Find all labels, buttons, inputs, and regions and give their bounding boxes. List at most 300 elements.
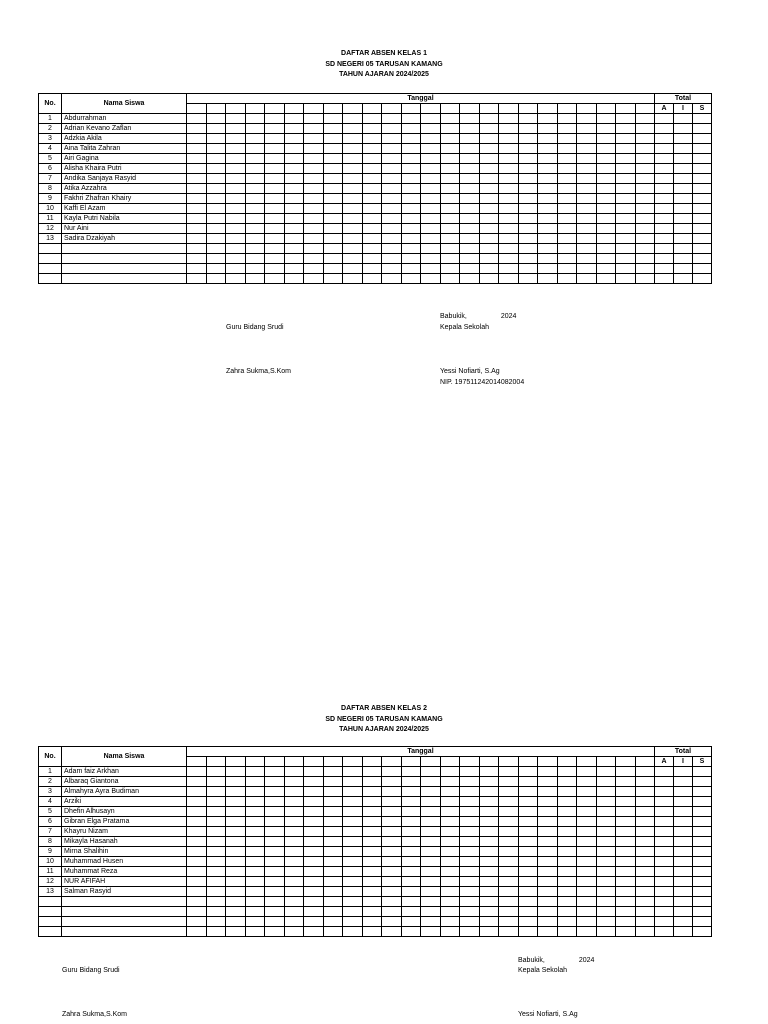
attendance-cell xyxy=(265,787,285,797)
attendance-cell xyxy=(284,877,304,887)
attendance-cell xyxy=(499,154,519,164)
attendance-cell xyxy=(577,887,597,897)
attendance-cell xyxy=(304,184,324,194)
attendance-cell xyxy=(284,887,304,897)
date-cell xyxy=(206,104,226,114)
attendance-cell xyxy=(304,877,324,887)
attendance-cell xyxy=(577,797,597,807)
attendance-cell xyxy=(421,164,441,174)
attendance-cell xyxy=(440,164,460,174)
attendance-cell xyxy=(323,897,343,907)
date-cell xyxy=(323,757,343,767)
attendance-cell xyxy=(226,907,246,917)
attendance-cell xyxy=(265,857,285,867)
attendance-cell xyxy=(421,114,441,124)
attendance-cell xyxy=(460,194,480,204)
attendance-cell xyxy=(206,214,226,224)
attendance-cell xyxy=(460,184,480,194)
attendance-cell xyxy=(362,927,382,937)
attendance-cell xyxy=(635,254,655,264)
attendance-cell xyxy=(577,897,597,907)
sheet-title: DAFTAR ABSEN KELAS 2 xyxy=(341,705,427,712)
attendance-cell xyxy=(401,917,421,927)
attendance-cell xyxy=(518,817,538,827)
attendance-cell xyxy=(635,274,655,284)
attendance-cell xyxy=(304,204,324,214)
attendance-cell xyxy=(226,787,246,797)
attendance-cell xyxy=(616,154,636,164)
attendance-cell xyxy=(499,174,519,184)
attendance-cell xyxy=(635,184,655,194)
student-name: NUR AFIFAH xyxy=(62,877,187,887)
attendance-cell xyxy=(343,164,363,174)
attendance-cell xyxy=(635,777,655,787)
attendance-cell xyxy=(674,907,693,917)
attendance-cell xyxy=(674,244,693,254)
attendance-cell xyxy=(284,817,304,827)
student-no: 9 xyxy=(39,194,62,204)
attendance-cell xyxy=(440,897,460,907)
date-cell xyxy=(596,104,616,114)
attendance-cell xyxy=(557,767,577,777)
attendance-cell xyxy=(362,184,382,194)
attendance-cell xyxy=(557,807,577,817)
attendance-cell xyxy=(39,907,62,917)
attendance-cell xyxy=(460,124,480,134)
attendance-cell xyxy=(382,224,402,234)
attendance-cell xyxy=(343,154,363,164)
attendance-cell xyxy=(265,184,285,194)
table-row xyxy=(39,184,712,194)
attendance-cell xyxy=(538,114,558,124)
attendance-cell xyxy=(265,194,285,204)
attendance-cell xyxy=(245,214,265,224)
date-cell xyxy=(518,104,538,114)
attendance-cell xyxy=(245,274,265,284)
attendance-cell xyxy=(421,927,441,937)
attendance-cell xyxy=(343,777,363,787)
attendance-cell xyxy=(304,827,324,837)
attendance-cell xyxy=(674,164,693,174)
attendance-cell xyxy=(616,144,636,154)
attendance-cell xyxy=(460,827,480,837)
attendance-cell xyxy=(343,877,363,887)
attendance-cell xyxy=(596,827,616,837)
attendance-cell xyxy=(479,274,499,284)
attendance-cell xyxy=(304,274,324,284)
attendance-cell xyxy=(577,134,597,144)
attendance-cell xyxy=(362,204,382,214)
attendance-cell xyxy=(206,777,226,787)
attendance-cell xyxy=(265,114,285,124)
student-no: 12 xyxy=(39,877,62,887)
teacher-name: Zahra Sukma,S.Kom xyxy=(226,368,291,375)
attendance-cell xyxy=(265,254,285,264)
attendance-cell xyxy=(401,264,421,274)
attendance-cell xyxy=(499,144,519,154)
attendance-cell xyxy=(343,857,363,867)
attendance-cell xyxy=(382,797,402,807)
date-cell xyxy=(616,104,636,114)
attendance-cell xyxy=(206,857,226,867)
attendance-cell xyxy=(265,124,285,134)
attendance-cell xyxy=(401,244,421,254)
attendance-cell xyxy=(635,124,655,134)
teacher-role: Guru Bidang Srudi xyxy=(62,967,120,974)
attendance-cell xyxy=(265,867,285,877)
table-row xyxy=(39,777,712,787)
attendance-cell xyxy=(206,847,226,857)
attendance-cell xyxy=(577,214,597,224)
attendance-cell xyxy=(616,907,636,917)
attendance-cell xyxy=(382,857,402,867)
attendance-cell xyxy=(245,897,265,907)
attendance-cell xyxy=(440,174,460,184)
attendance-cell xyxy=(382,124,402,134)
attendance-cell xyxy=(693,214,712,224)
attendance-cell xyxy=(323,264,343,274)
student-name: Albaraq Giantona xyxy=(62,777,187,787)
attendance-cell xyxy=(226,867,246,877)
attendance-cell xyxy=(635,194,655,204)
place-date xyxy=(518,956,594,966)
attendance-cell xyxy=(616,224,636,234)
student-name: Khayru Nizam xyxy=(62,827,187,837)
header-row xyxy=(39,94,712,104)
attendance-cell xyxy=(479,797,499,807)
attendance-cell xyxy=(655,917,674,927)
date-cell xyxy=(616,757,636,767)
attendance-cell xyxy=(479,264,499,274)
attendance-cell xyxy=(265,887,285,897)
table-row xyxy=(39,214,712,224)
attendance-cell xyxy=(187,134,207,144)
attendance-cell xyxy=(693,144,712,154)
attendance-cell xyxy=(674,817,693,827)
date-cell xyxy=(401,104,421,114)
attendance-cell xyxy=(265,827,285,837)
attendance-cell xyxy=(323,174,343,184)
attendance-cell xyxy=(401,184,421,194)
attendance-cell xyxy=(616,787,636,797)
attendance-cell xyxy=(557,867,577,877)
attendance-cell xyxy=(674,274,693,284)
attendance-cell xyxy=(421,224,441,234)
attendance-cell xyxy=(635,234,655,244)
attendance-cell xyxy=(499,777,519,787)
blank-row xyxy=(39,274,712,284)
attendance-cell xyxy=(557,857,577,867)
table-row xyxy=(39,234,712,244)
attendance-cell xyxy=(421,787,441,797)
attendance-cell xyxy=(343,124,363,134)
attendance-cell xyxy=(206,194,226,204)
student-no: 11 xyxy=(39,214,62,224)
attendance-cell xyxy=(693,224,712,234)
attendance-cell xyxy=(343,194,363,204)
attendance-cell xyxy=(245,927,265,937)
principal-nip: NIP. 197511242014082004 xyxy=(440,379,525,386)
attendance-cell xyxy=(499,797,519,807)
attendance-cell xyxy=(284,254,304,264)
attendance-cell xyxy=(421,817,441,827)
attendance-cell xyxy=(460,787,480,797)
attendance-cell xyxy=(401,807,421,817)
attendance-cell xyxy=(460,134,480,144)
attendance-cell xyxy=(518,204,538,214)
attendance-cell xyxy=(499,907,519,917)
attendance-cell xyxy=(62,264,187,274)
attendance-cell xyxy=(479,907,499,917)
student-no: 6 xyxy=(39,817,62,827)
attendance-cell xyxy=(499,857,519,867)
table-row xyxy=(39,204,712,214)
attendance-cell xyxy=(304,174,324,184)
attendance-cell xyxy=(323,837,343,847)
attendance-cell xyxy=(323,244,343,254)
attendance-cell xyxy=(616,777,636,787)
attendance-cell xyxy=(421,234,441,244)
attendance-cell xyxy=(245,164,265,174)
table-row xyxy=(39,194,712,204)
attendance-cell xyxy=(206,204,226,214)
attendance-cell xyxy=(323,164,343,174)
signature-year: 2024 xyxy=(578,957,595,964)
attendance-cell xyxy=(635,897,655,907)
attendance-cell xyxy=(596,124,616,134)
attendance-cell xyxy=(596,897,616,907)
attendance-cell xyxy=(518,184,538,194)
attendance-cell xyxy=(323,827,343,837)
attendance-cell xyxy=(635,807,655,817)
attendance-cell xyxy=(518,827,538,837)
attendance-cell xyxy=(362,274,382,284)
attendance-cell xyxy=(226,767,246,777)
attendance-cell xyxy=(401,867,421,877)
attendance-cell xyxy=(362,174,382,184)
attendance-cell xyxy=(655,154,674,164)
attendance-cell xyxy=(693,244,712,254)
date-cell xyxy=(460,757,480,767)
attendance-cell xyxy=(323,154,343,164)
attendance-cell xyxy=(343,224,363,234)
attendance-cell xyxy=(440,927,460,937)
attendance-cell xyxy=(655,144,674,154)
attendance-cell xyxy=(304,164,324,174)
attendance-cell xyxy=(693,907,712,917)
attendance-cell xyxy=(304,194,324,204)
attendance-cell xyxy=(538,274,558,284)
attendance-cell xyxy=(655,174,674,184)
date-cell xyxy=(343,757,363,767)
attendance-cell xyxy=(577,264,597,274)
attendance-cell xyxy=(596,907,616,917)
attendance-cell xyxy=(440,827,460,837)
attendance-cell xyxy=(655,124,674,134)
student-no: 7 xyxy=(39,174,62,184)
attendance-cell xyxy=(304,124,324,134)
attendance-cell xyxy=(518,194,538,204)
attendance-cell xyxy=(577,204,597,214)
attendance-cell xyxy=(401,817,421,827)
attendance-cell xyxy=(479,917,499,927)
attendance-cell xyxy=(343,204,363,214)
attendance-cell xyxy=(655,827,674,837)
attendance-cell xyxy=(635,827,655,837)
attendance-cell xyxy=(596,204,616,214)
student-name: Adrian Kevano Zaflan xyxy=(62,124,187,134)
attendance-cell xyxy=(284,194,304,204)
attendance-cell xyxy=(187,224,207,234)
attendance-cell xyxy=(62,927,187,937)
header-name: Nama Siswa xyxy=(62,747,187,767)
attendance-cell xyxy=(635,264,655,274)
attendance-cell xyxy=(440,234,460,244)
attendance-cell xyxy=(401,927,421,937)
attendance-cell xyxy=(206,867,226,877)
attendance-cell xyxy=(538,837,558,847)
attendance-cell xyxy=(693,194,712,204)
attendance-cell xyxy=(577,877,597,887)
attendance-cell xyxy=(655,867,674,877)
attendance-cell xyxy=(284,827,304,837)
attendance-cell xyxy=(206,244,226,254)
date-cell xyxy=(635,757,655,767)
student-name: Alisha Khaira Putri xyxy=(62,164,187,174)
attendance-cell xyxy=(479,134,499,144)
attendance-cell xyxy=(655,164,674,174)
attendance-cell xyxy=(62,897,187,907)
attendance-cell xyxy=(401,797,421,807)
attendance-cell xyxy=(440,114,460,124)
attendance-cell xyxy=(460,767,480,777)
attendance-cell xyxy=(616,264,636,274)
attendance-cell xyxy=(382,767,402,777)
attendance-cell xyxy=(206,154,226,164)
attendance-cell xyxy=(635,917,655,927)
date-cell xyxy=(362,104,382,114)
attendance-cell xyxy=(284,787,304,797)
attendance-cell xyxy=(596,134,616,144)
attendance-cell xyxy=(304,254,324,264)
school-year: TAHUN AJARAN 2024/2025 xyxy=(339,726,429,733)
date-cell xyxy=(635,104,655,114)
attendance-cell xyxy=(518,807,538,817)
student-no: 13 xyxy=(39,234,62,244)
attendance-cell xyxy=(226,777,246,787)
attendance-cell xyxy=(304,244,324,254)
student-no: 1 xyxy=(39,114,62,124)
attendance-cell xyxy=(362,164,382,174)
attendance-cell xyxy=(265,264,285,274)
attendance-cell xyxy=(187,164,207,174)
attendance-cell xyxy=(343,917,363,927)
attendance-cell xyxy=(284,234,304,244)
attendance-cell xyxy=(538,144,558,154)
attendance-cell xyxy=(323,857,343,867)
attendance-cell xyxy=(206,174,226,184)
attendance-cell xyxy=(226,807,246,817)
attendance-cell xyxy=(323,917,343,927)
attendance-cell xyxy=(693,847,712,857)
attendance-cell xyxy=(62,917,187,927)
attendance-cell xyxy=(655,797,674,807)
attendance-cell xyxy=(479,164,499,174)
attendance-cell xyxy=(401,124,421,134)
student-no: 13 xyxy=(39,887,62,897)
attendance-cell xyxy=(206,184,226,194)
attendance-cell xyxy=(226,174,246,184)
attendance-cell xyxy=(401,857,421,867)
date-cell xyxy=(245,104,265,114)
attendance-cell xyxy=(557,214,577,224)
attendance-cell xyxy=(635,114,655,124)
attendance-cell xyxy=(655,927,674,937)
attendance-cell xyxy=(538,184,558,194)
attendance-cell xyxy=(265,797,285,807)
attendance-cell xyxy=(538,204,558,214)
attendance-cell xyxy=(343,807,363,817)
attendance-cell xyxy=(245,787,265,797)
student-name: Atika Azzahra xyxy=(62,184,187,194)
attendance-cell xyxy=(421,194,441,204)
attendance-cell xyxy=(362,154,382,164)
attendance-cell xyxy=(538,124,558,134)
attendance-cell xyxy=(245,224,265,234)
attendance-cell xyxy=(674,847,693,857)
attendance-cell xyxy=(440,767,460,777)
date-cell xyxy=(304,104,324,114)
attendance-cell xyxy=(655,857,674,867)
attendance-cell xyxy=(245,234,265,244)
attendance-cell xyxy=(693,887,712,897)
attendance-cell xyxy=(265,847,285,857)
attendance-cell xyxy=(479,204,499,214)
attendance-cell xyxy=(226,164,246,174)
attendance-cell xyxy=(635,144,655,154)
header-total: Total xyxy=(655,94,712,104)
attendance-cell xyxy=(674,204,693,214)
attendance-cell xyxy=(304,887,324,897)
attendance-cell xyxy=(460,857,480,867)
attendance-cell xyxy=(518,917,538,927)
attendance-cell xyxy=(421,797,441,807)
attendance-cell xyxy=(499,224,519,234)
attendance-cell xyxy=(518,274,538,284)
student-name: Sadira Dzakiyah xyxy=(62,234,187,244)
attendance-cell xyxy=(362,234,382,244)
attendance-cell xyxy=(460,144,480,154)
attendance-cell xyxy=(538,194,558,204)
attendance-cell xyxy=(635,224,655,234)
attendance-cell xyxy=(421,244,441,254)
attendance-cell xyxy=(245,777,265,787)
date-cell xyxy=(284,757,304,767)
attendance-cell xyxy=(382,164,402,174)
attendance-cell xyxy=(518,224,538,234)
attendance-cell xyxy=(577,767,597,777)
attendance-cell xyxy=(187,847,207,857)
attendance-cell xyxy=(440,797,460,807)
attendance-cell xyxy=(557,787,577,797)
attendance-cell xyxy=(362,817,382,827)
attendance-cell xyxy=(499,827,519,837)
table-row xyxy=(39,837,712,847)
attendance-cell xyxy=(518,847,538,857)
table-row xyxy=(39,767,712,777)
attendance-cell xyxy=(362,857,382,867)
attendance-cell xyxy=(655,817,674,827)
